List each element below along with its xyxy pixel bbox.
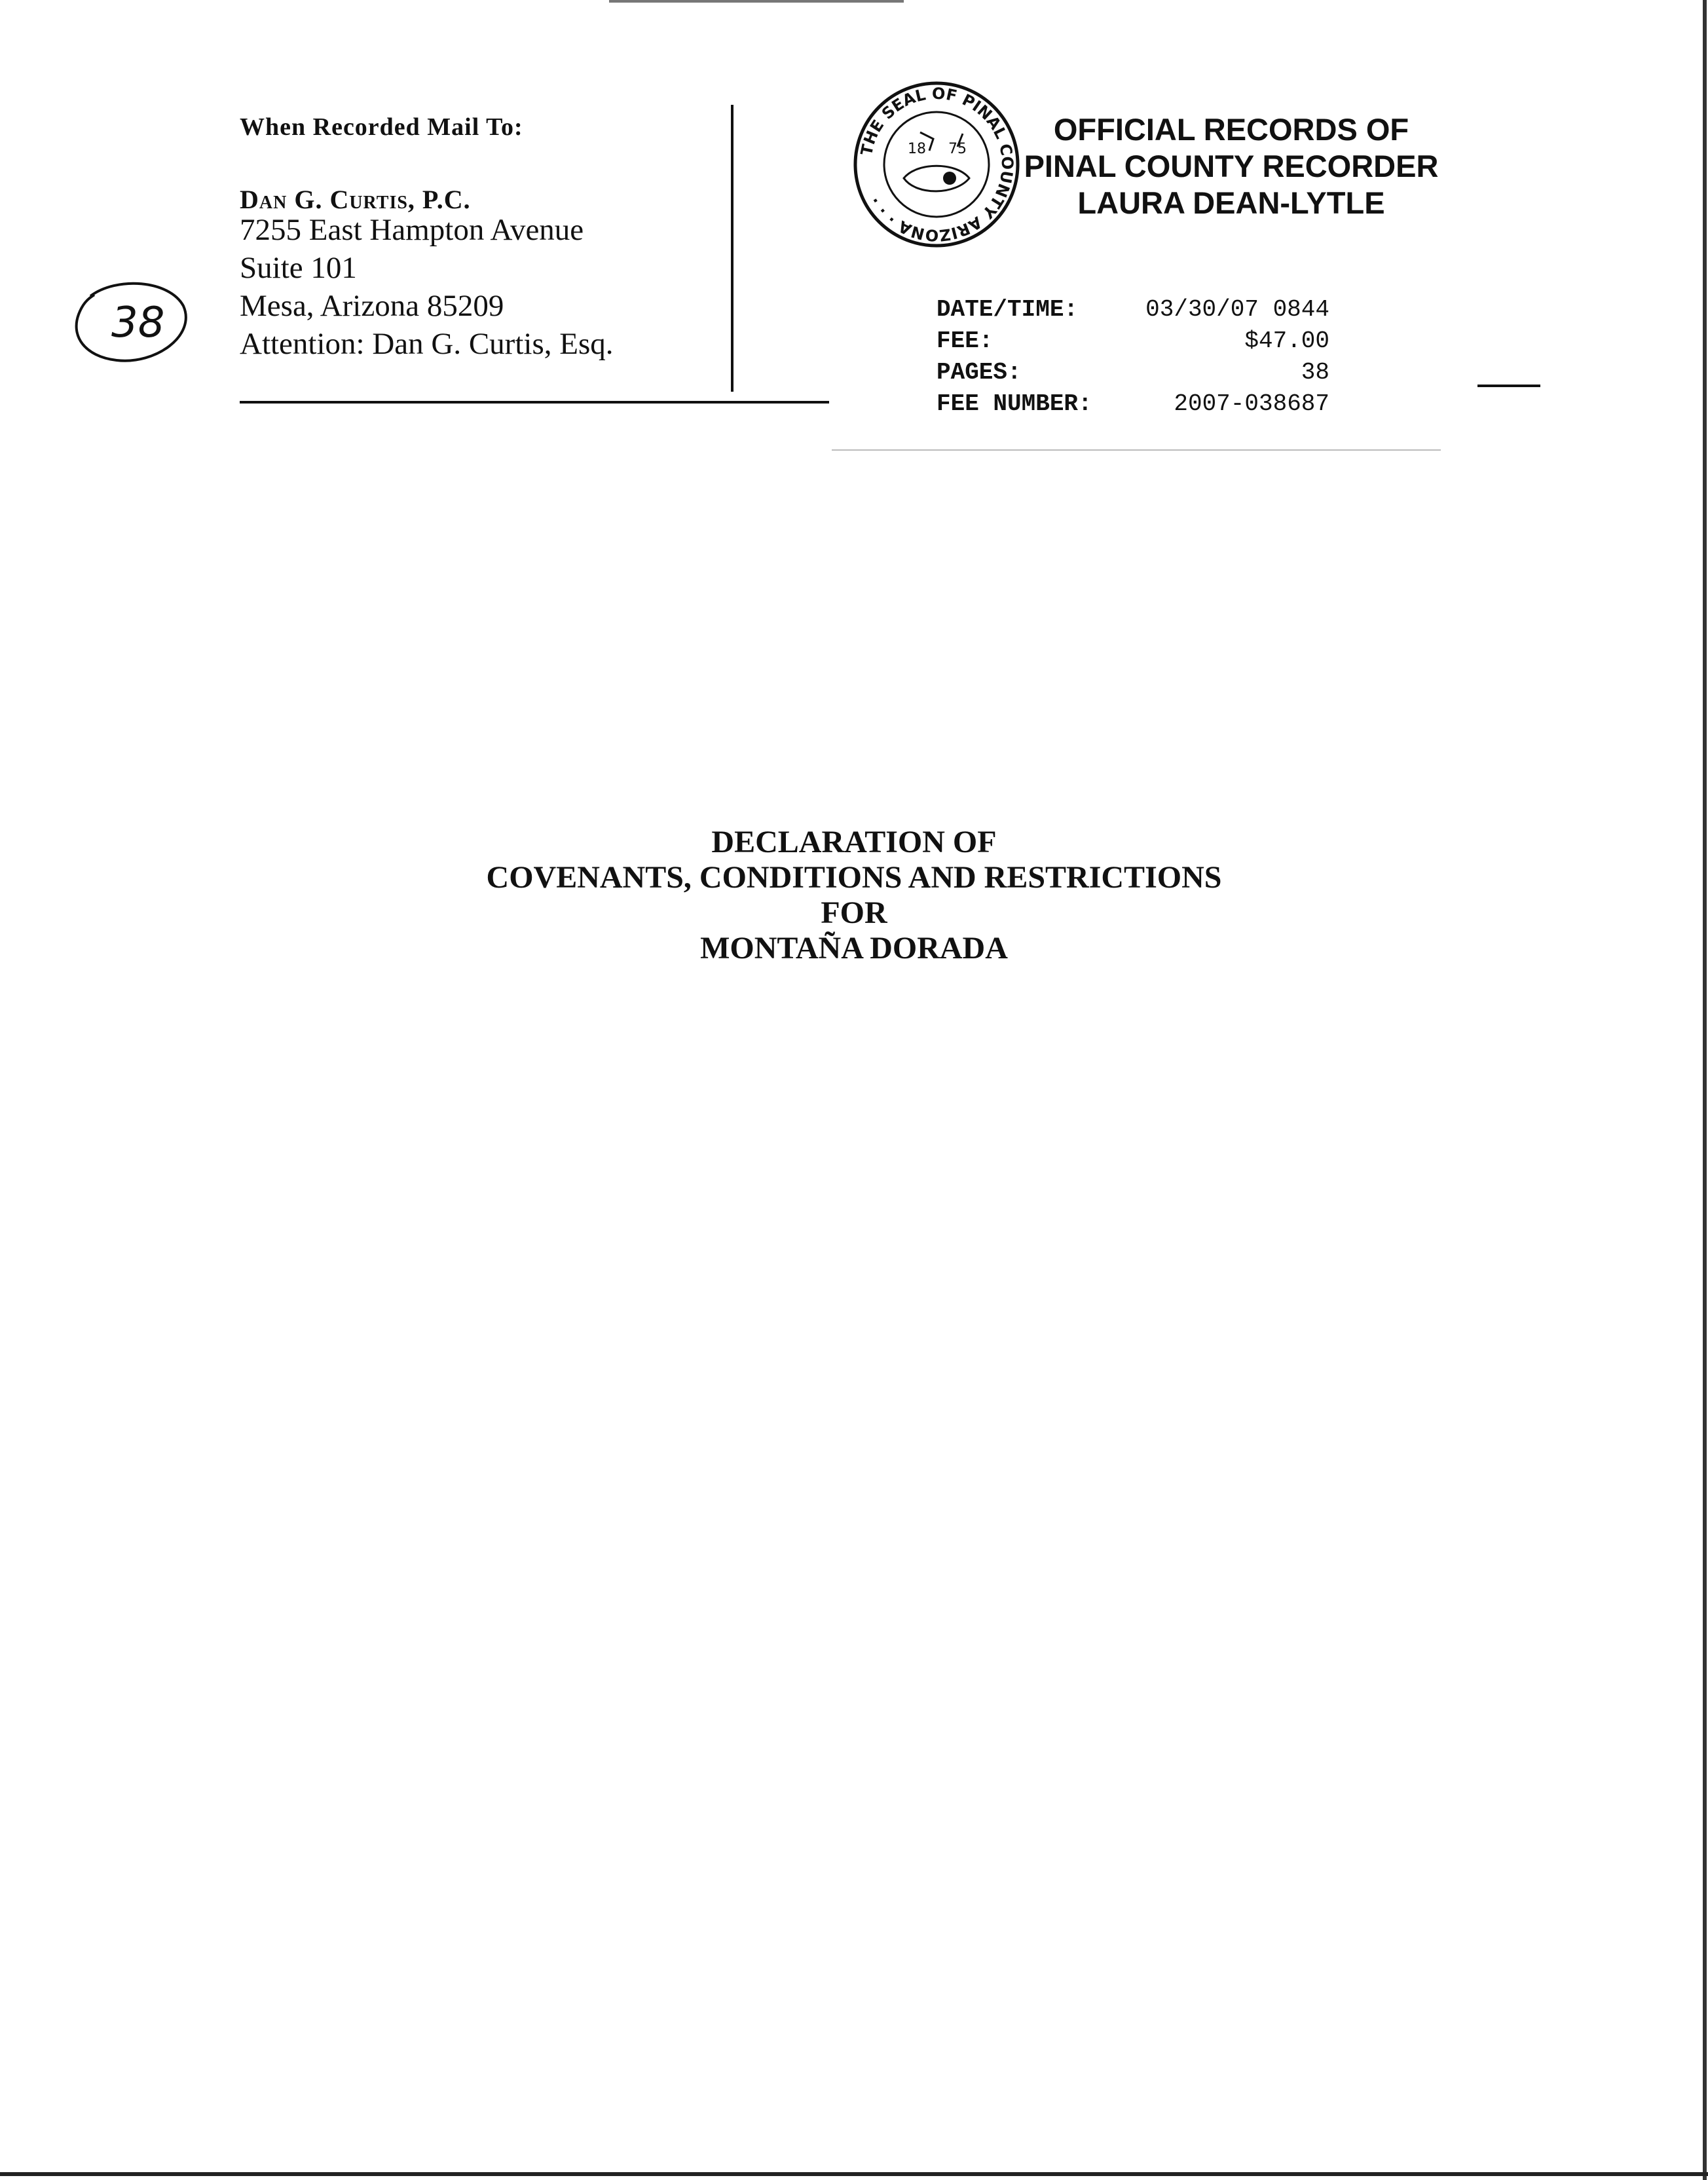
seal-year-left: 18 bbox=[908, 141, 926, 157]
pages-value: 38 bbox=[1301, 359, 1329, 386]
recorder-line-1: OFFICIAL RECORDS OF bbox=[1053, 112, 1409, 147]
mail-to-heading: When Recorded Mail To: bbox=[240, 113, 523, 141]
attention-line: Attention: Dan G. Curtis, Esq. bbox=[240, 327, 614, 361]
handwritten-number: 38 bbox=[111, 299, 165, 347]
scan-edge-top bbox=[609, 0, 904, 3]
horizontal-divider bbox=[240, 401, 829, 404]
title-line-4: MONTAÑA DORADA bbox=[700, 931, 1008, 966]
city-state-zip: Mesa, Arizona 85209 bbox=[240, 289, 504, 323]
county-seal-icon bbox=[851, 80, 1022, 249]
datetime-label: DATE/TIME: bbox=[937, 296, 1079, 323]
margin-mark bbox=[1477, 385, 1540, 387]
scan-edge-right bbox=[1703, 0, 1707, 2180]
suite-number: Suite 101 bbox=[240, 251, 357, 285]
street-address: 7255 East Hampton Avenue bbox=[240, 213, 584, 247]
title-line-1: DECLARATION OF bbox=[711, 825, 997, 859]
fee-value: $47.00 bbox=[1244, 328, 1329, 354]
fee-number-value: 2007-038687 bbox=[1174, 390, 1329, 417]
vertical-divider bbox=[731, 105, 733, 392]
title-line-2: COVENANTS, CONDITIONS AND RESTRICTIONS bbox=[486, 860, 1222, 895]
pages-label: PAGES: bbox=[937, 359, 1022, 386]
title-line-3: FOR bbox=[821, 895, 887, 930]
handwritten-page-count bbox=[71, 276, 191, 367]
seal-year-right: 75 bbox=[948, 141, 967, 157]
recorder-line-3: LAURA DEAN-LYTLE bbox=[1077, 185, 1385, 220]
datetime-value: 03/30/07 0844 bbox=[1145, 296, 1329, 323]
fee-number-label: FEE NUMBER: bbox=[937, 390, 1092, 417]
scan-edge-bottom bbox=[0, 2172, 1708, 2176]
firm-name: Dan G. Curtis, P.C. bbox=[240, 185, 471, 214]
svg-text:THE SEAL OF PINAL COUNTY ARIZO: THE SEAL OF PINAL COUNTY ARIZONA · · · bbox=[857, 84, 1017, 245]
fee-label: FEE: bbox=[937, 328, 993, 354]
stamp-bottom-rule bbox=[832, 449, 1441, 451]
recorder-line-2: PINAL COUNTY RECORDER bbox=[1024, 149, 1439, 183]
